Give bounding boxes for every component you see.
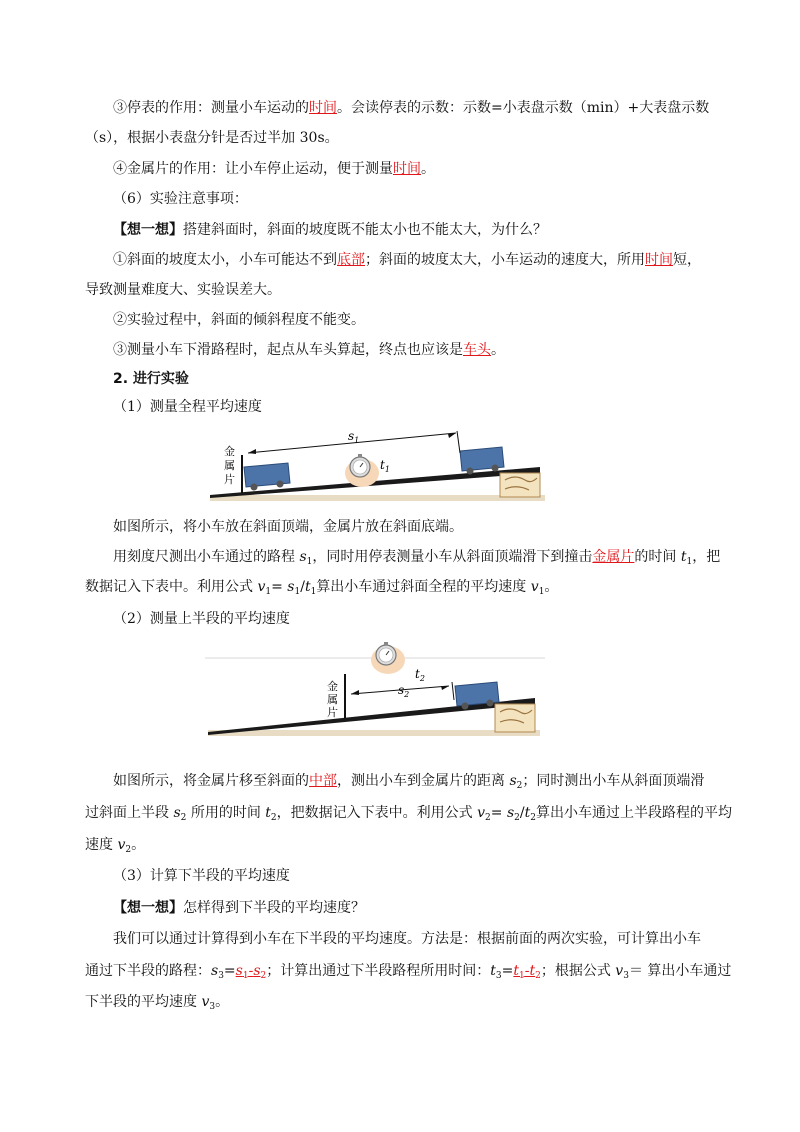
paragraph-fig1-measure-cont: 数据记入下表中。利用公式 $v_1= s_1/t_1$算出小车通过斜面全程的平均速度 $v_1$。 xyxy=(85,579,559,597)
answer-time-3: 时间 xyxy=(645,252,673,268)
label-metal-plate2-char3: 片 xyxy=(327,706,338,719)
paragraph-fig1-measure: 用刻度尺测出小车通过的路程 $s_1$，同时用停表测量小车从斜面顶端滑下到撞击金属片的时间 $t_1$，把 xyxy=(113,549,721,567)
cart-top xyxy=(460,447,504,475)
ground-strip xyxy=(210,495,545,501)
answer-metal-plate: 金属片 xyxy=(592,549,635,565)
stopwatch-icon xyxy=(345,454,379,487)
paragraph-measure-distance: ③测量小车下滑路程时，起点从车头算起，终点也应该是车头。 xyxy=(113,342,505,358)
label-s2: $s_2$ xyxy=(398,683,410,699)
paragraph-slope-constant: ②实验过程中，斜面的倾斜程度不能变。 xyxy=(113,312,365,328)
paragraph-stopwatch-role: ③停表的作用：测量小车运动的时间。会读停表的示数：示数=小表盘示数（min）+大表盘示数 xyxy=(113,100,710,116)
think-question-lower: 【想一想】怎样得到下半段的平均速度？ xyxy=(113,900,365,916)
paragraph-fig1-desc: 如图所示，将小车放在斜面顶端，金属片放在斜面底端。 xyxy=(113,519,463,535)
answer-s1-minus-s2: $s_1-s_2$ xyxy=(235,963,267,981)
subheading-precautions: （6）实验注意事项： xyxy=(113,191,248,207)
answer-car-head: 车头 xyxy=(463,342,491,358)
think-question-slope: 【想一想】搭建斜面时，斜面的坡度既不能太小也不能太大，为什么？ xyxy=(113,222,547,238)
wood-block xyxy=(500,473,540,497)
paragraph-fig2-desc: 如图所示，将金属片移至斜面的中部，测出小车到金属片的距离 $s_2$；同时测出小车从斜面顶端滑 xyxy=(113,773,705,791)
label-metal-plate2-char2: 属 xyxy=(327,693,338,706)
subheading-upper-speed: （2）测量上半段的平均速度 xyxy=(113,611,290,627)
label-metal-plate2-char1: 金 xyxy=(327,680,338,693)
paragraph-stopwatch-role-cont: （s），根据小表盘分针是否过半加 30s。 xyxy=(85,130,339,146)
paragraph-calc-method: 我们可以通过计算得到小车在下半段的平均速度。方法是：根据前面的两次实验，可计算出小车 xyxy=(113,931,701,947)
answer-bottom: 底部 xyxy=(337,252,365,268)
paragraph-calc-method-cont: 通过下半段的路程：$s_3=s_1-s_2$；计算出通过下半段路程所用时间：$t_3=t_1-t_2$；根据公式 $v_3=$ 算出小车通过 xyxy=(85,963,732,981)
label-t2: $t_2$ xyxy=(415,667,425,683)
cart-bottom xyxy=(244,463,290,491)
answer-time: 时间 xyxy=(309,100,337,116)
paragraph-fig2-desc-cont2: 速度 $v_2$。 xyxy=(85,837,146,855)
label-s1: $s_1$ xyxy=(348,429,360,445)
label-metal-plate-char2: 属 xyxy=(224,459,235,472)
stopwatch-icon-2 xyxy=(371,642,405,674)
subheading-full-speed: （1）测量全程平均速度 xyxy=(113,399,262,415)
subheading-lower-speed: （3）计算下半段的平均速度 xyxy=(113,868,290,884)
answer-t1-minus-t2: $t_1-t_2$ xyxy=(513,963,541,981)
paragraph-fig2-desc-cont: 过斜面上半段 $s_2$ 所用的时间 $t_2$，把数据记入下表中。利用公式 $v_2= s_2/t_2$算出小车通过上半段路程的平均 xyxy=(85,805,732,823)
label-metal-plate-char3: 片 xyxy=(224,473,235,486)
paragraph-slope-reason-cont: 导致测量难度大、实验误差大。 xyxy=(85,282,281,298)
paragraph-metal-plate-role: ④金属片的作用：让小车停止运动，便于测量时间。 xyxy=(113,161,435,177)
wood-block-2 xyxy=(495,704,535,732)
figure-full-incline xyxy=(210,425,550,505)
paragraph-calc-method-cont2: 下半段的平均速度 $v_3$。 xyxy=(85,994,230,1012)
figure-upper-half xyxy=(205,638,545,738)
paragraph-slope-reason: ①斜面的坡度太小，小车可能达不到底部；斜面的坡度太大，小车运动的速度大，所用时间短， xyxy=(113,252,701,268)
answer-middle: 中部 xyxy=(309,773,337,789)
label-metal-plate-char1: 金 xyxy=(224,445,235,458)
answer-time-2: 时间 xyxy=(393,161,421,177)
section-heading-experiment: 2. 进行实验 xyxy=(113,371,189,387)
ground-strip-2 xyxy=(208,730,540,736)
label-t1: $t_1$ xyxy=(380,458,390,474)
